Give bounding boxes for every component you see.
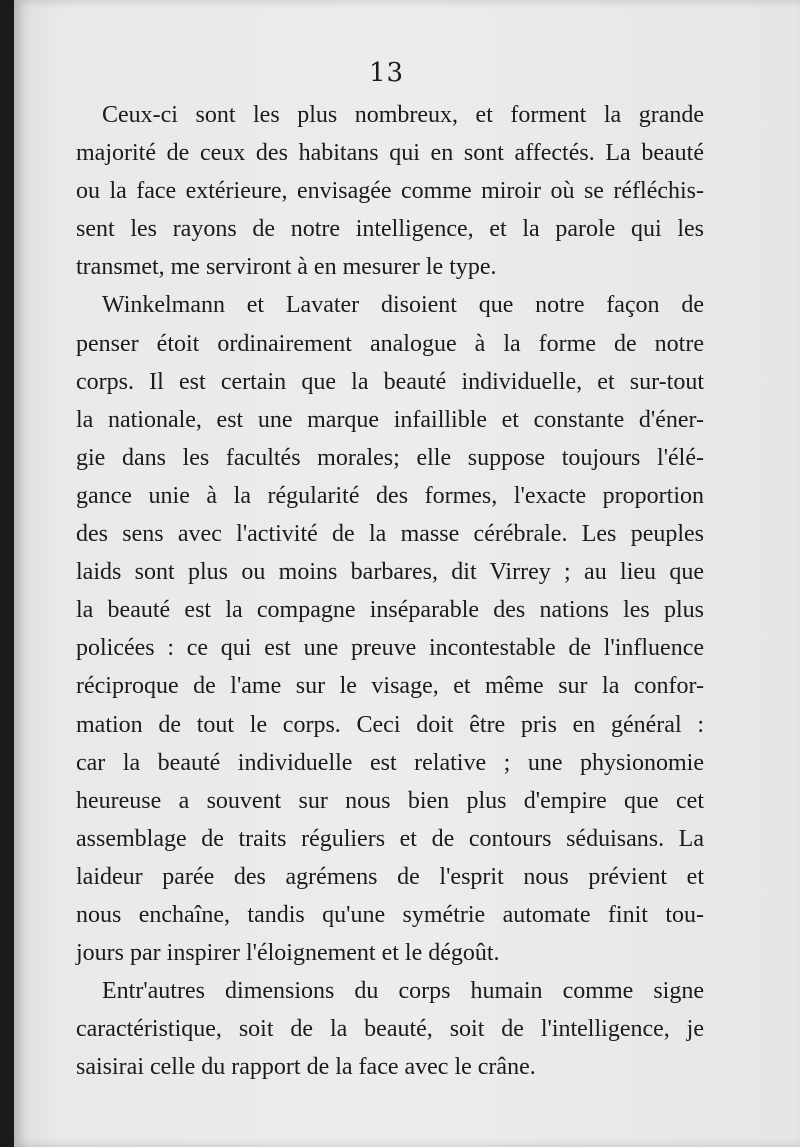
text-line: nous enchaîne, tandis qu'une symétrie automate finit tou- (76, 901, 704, 928)
text-line: laideur parée des agrémens de l'esprit nous prévient et (76, 863, 704, 890)
book-page (14, 0, 800, 1147)
text-line: car la beauté individuelle est relative ; une physionomie (76, 749, 704, 776)
text-line: la nationale, est une marque infaillible et constante d'éner- (76, 406, 704, 433)
text-line: transmet, me serviront à en mesurer le type. (76, 254, 497, 281)
text-line: gance unie à la régularité des formes, l'exacte proportion (76, 482, 704, 509)
text-line: policées : ce qui est une preuve incontestable de l'influence (76, 635, 704, 662)
text-line: réciproque de l'ame sur le visage, et même sur la confor- (76, 673, 704, 700)
page-number: 13 (369, 58, 405, 88)
text-line: la beauté est la compagne inséparable des nations les plus (76, 597, 704, 624)
text-line: corps. Il est certain que la beauté individuelle, et sur-tout (76, 368, 704, 395)
text-line: saisirai celle du rapport de la face avec le crâne. (76, 1054, 536, 1081)
text-line: des sens avec l'activité de la masse cérébrale. Les peuples (76, 521, 704, 548)
text-line: penser étoit ordinairement analogue à la forme de notre (76, 330, 704, 357)
text-line: Winkelmann et Lavater disoient que notre façon de (102, 292, 704, 319)
body-text (76, 96, 704, 1086)
text-line: laids sont plus ou moins barbares, dit Virrey ; au lieu que (76, 559, 704, 586)
text-line: Entr'autres dimensions du corps humain comme signe (102, 978, 704, 1005)
text-line: sent les rayons de notre intelligence, et la parole qui les (76, 216, 704, 243)
text-line: majorité de ceux des habitans qui en sont affectés. La beauté (76, 140, 704, 167)
text-line: Ceux-ci sont les plus nombreux, et forment la grande (102, 102, 704, 128)
text-line: heureuse a souvent sur nous bien plus d'empire que cet (76, 787, 704, 814)
text-line: assemblage de traits réguliers et de contours séduisans. La (76, 825, 704, 852)
text-line: caractéristique, soit de la beauté, soit de l'intelligence, je (76, 1016, 704, 1043)
text-line: gie dans les facultés morales; elle suppose toujours l'élé- (76, 444, 704, 471)
text-line: ou la face extérieure, envisagée comme miroir où se réfléchis- (76, 178, 704, 205)
text-line: mation de tout le corps. Ceci doit être pris en général : (76, 711, 704, 738)
text-line: jours par inspirer l'éloignement et le dégoût. (76, 940, 500, 967)
